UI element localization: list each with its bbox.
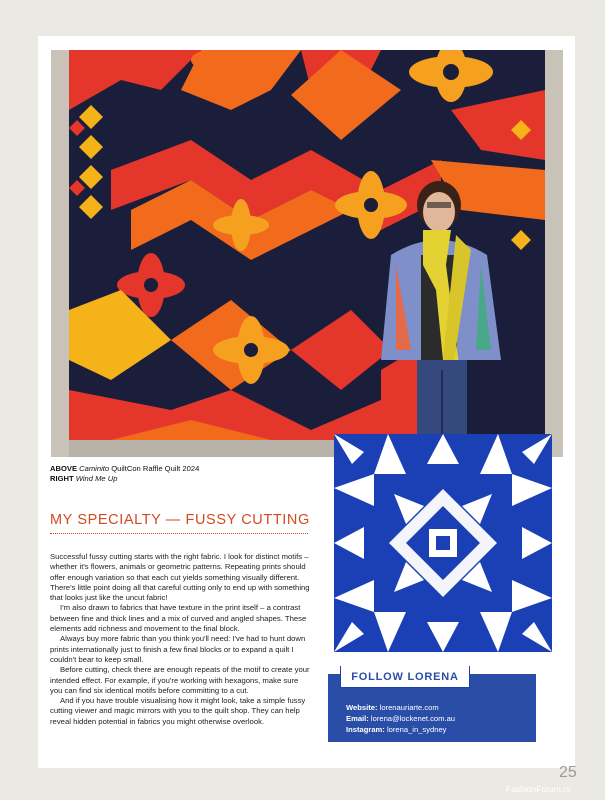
follow-details xyxy=(346,702,455,735)
paragraph: Before cutting, check there are enough repeats of the motif to create your intended effect. For example, if you're working with hexagons, make sure you can find six identical motifs before committing to a cut. xyxy=(50,665,310,695)
paragraph: I'm also drawn to fabrics that have texture in the print itself – a contrast between fine and thick lines and a mix of curved and angled shapes. These elements add richness and movement to the final block. xyxy=(50,603,307,634)
caption-above-title: Caminito xyxy=(79,464,110,473)
email-label: Email: xyxy=(346,714,369,723)
wind-me-up-quilt-graphic xyxy=(334,434,552,652)
article-body xyxy=(50,552,312,727)
magazine-page xyxy=(38,36,575,768)
instagram-line xyxy=(346,724,455,735)
paragraph: Successful fussy cutting starts with the right fabric. I look for distinct motifs – whether it's flowers, animals or geometric patterns. Repeating prints should offer enough variation so that each cut yields something visually different. There's little point doing all that careful cutting only to end up with something that looks just like the uncut fabric! xyxy=(50,552,310,603)
caption-right-title: Wind Me Up xyxy=(75,474,118,483)
heading-divider xyxy=(50,533,308,534)
instagram-link[interactable]: lorena_in_sydney xyxy=(386,725,447,734)
email-line xyxy=(346,713,455,724)
section-heading: MY SPECIALTY — FUSSY CUTTING xyxy=(50,512,310,528)
website-link[interactable]: lorenauriarte.com xyxy=(379,703,439,712)
caption-right xyxy=(50,474,320,484)
caption-above xyxy=(50,464,320,474)
paragraph: And if you have trouble visualising how it might look, take a simple fussy cutting viewer and magic mirrors with you to the quilt shop. They can help reveal hidden potential in fabrics you might otherwise overlook. xyxy=(50,696,306,726)
page-number: 25 xyxy=(559,764,577,781)
email-link[interactable]: lorena@lockenet.com.au xyxy=(370,714,456,723)
caption-right-label: RIGHT xyxy=(50,474,74,483)
site-watermark: FashionForum.ru xyxy=(506,784,571,794)
website-label: Website: xyxy=(346,703,378,712)
instagram-label: Instagram: xyxy=(346,725,385,734)
caminito-quilt-image xyxy=(51,50,563,457)
wind-me-up-quilt-image xyxy=(334,434,552,652)
website-line xyxy=(346,702,455,713)
paragraph: Always buy more fabric than you think you'll need: I've had to hunt down prints internationally just to finish a few final blocks or to expand a quilt I couldn't bear to keep small. xyxy=(50,634,306,664)
caption-above-label: ABOVE xyxy=(50,464,78,473)
photo-caption xyxy=(50,464,320,484)
caption-above-rest: QuiltCon Raffle Quilt 2024 xyxy=(109,464,200,473)
follow-title: FOLLOW LORENA xyxy=(340,666,470,688)
quilt-photo xyxy=(51,50,563,457)
